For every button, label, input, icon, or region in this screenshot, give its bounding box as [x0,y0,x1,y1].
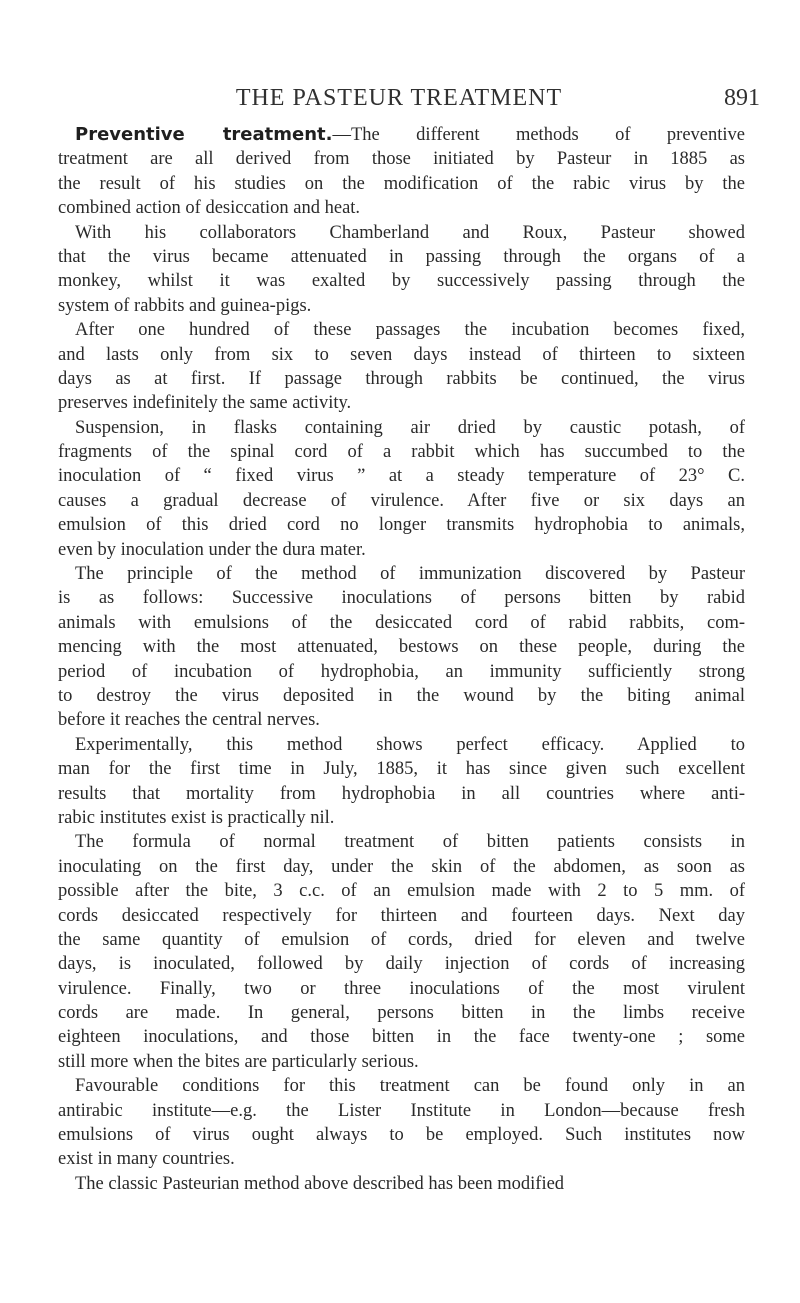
text-line: mencing with the most attenuated, bestows on these people, during the [58,637,745,658]
text-line: man for the first time in July, 1885, it has since given such excellent [58,759,745,780]
text-line: emulsion of this dried cord no longer transmits hydrophobia to animals, [58,515,745,536]
text-line: even by inoculation under the dura mater. [58,539,366,560]
page-number: 891 [724,85,760,111]
text-line: before it reaches the central nerves. [58,710,320,731]
text-line: the same quantity of emulsion of cords, dried for eleven and twelve [58,929,745,950]
text-line: still more when the bites are particularly serious. [58,1051,419,1072]
text-line: exist in many countries. [58,1149,235,1170]
text-line: Suspension, in flasks containing air dried by caustic potash, of [75,417,745,438]
text-line: the result of his studies on the modification of the rabic virus by the [58,173,745,194]
text-line: system of rabbits and guinea-pigs. [58,295,312,316]
text-line: emulsions of virus ought always to be employed. Such institutes now [58,1125,745,1146]
text-line: and lasts only from six to seven days instead of thirteen to sixteen [58,344,745,365]
text-line: eighteen inoculations, and those bitten in the face twenty-one ; some [58,1027,745,1048]
text-line: cords are made. In general, persons bitten in the limbs receive [58,1003,745,1024]
text-line: causes a gradual decrease of virulence. After five or six days an [58,490,745,511]
running-header [38,85,760,115]
text-line: inoculation of “ fixed virus ” at a steady temperature of 23° C. [58,466,745,487]
text-line: period of incubation of hydrophobia, an immunity sufficiently strong [58,661,745,682]
text-line: Favourable conditions for this treatment can be found only in an [75,1076,745,1097]
text-line: combined action of desiccation and heat. [58,198,361,219]
text-line: The principle of the method of immunization discovered by Pasteur [75,564,745,585]
body-text [58,123,745,1196]
text-line: animals with emulsions of the desiccated cord of rabid rabbits, com- [58,612,745,633]
running-title: THE PASTEUR TREATMENT [235,85,563,111]
text-line: results that mortality from hydrophobia in all countries where anti- [58,783,745,804]
text-line: preserves indefinitely the same activity. [58,393,352,414]
text-line: that the virus became attenuated in passing through the organs of a [58,246,745,267]
text-line: treatment are all derived from those initiated by Pasteur in 1885 as [58,149,745,170]
text-line [58,123,745,147]
text-line: With his collaborators Chamberland and Roux, Pasteur showed [75,222,745,243]
text-line: is as follows: Successive inoculations of persons bitten by rabid [58,588,745,609]
text-line: The formula of normal treatment of bitten patients consists in [75,832,745,853]
text-line-content: —The different methods of preventive [332,125,745,145]
text-line: The classic Pasteurian method above described has been modified [75,1173,565,1194]
section-heading: Preventive treatment. [75,124,333,145]
text-line: to destroy the virus deposited in the wound by the biting animal [58,685,745,706]
text-line: monkey, whilst it was exalted by successively passing through the [58,271,745,292]
text-line: possible after the bite, 3 c.c. of an emulsion made with 2 to 5 mm. of [58,881,745,902]
text-line: Experimentally, this method shows perfect efficacy. Applied to [75,734,745,755]
text-line: days as at first. If passage through rabbits be continued, the virus [58,368,745,389]
text-line: antirabic institute—e.g. the Lister Institute in London—because fresh [58,1100,745,1121]
text-line: inoculating on the first day, under the skin of the abdomen, as soon as [58,856,745,877]
text-line: After one hundred of these passages the incubation becomes fixed, [75,320,745,341]
text-line: rabic institutes exist is practically nil. [58,807,335,828]
text-line: days, is inoculated, followed by daily injection of cords of increasing [58,954,745,975]
text-line: fragments of the spinal cord of a rabbit which has succumbed to the [58,442,745,463]
text-line: virulence. Finally, two or three inoculations of the most virulent [58,978,745,999]
text-line: cords desiccated respectively for thirteen and fourteen days. Next day [58,905,745,926]
